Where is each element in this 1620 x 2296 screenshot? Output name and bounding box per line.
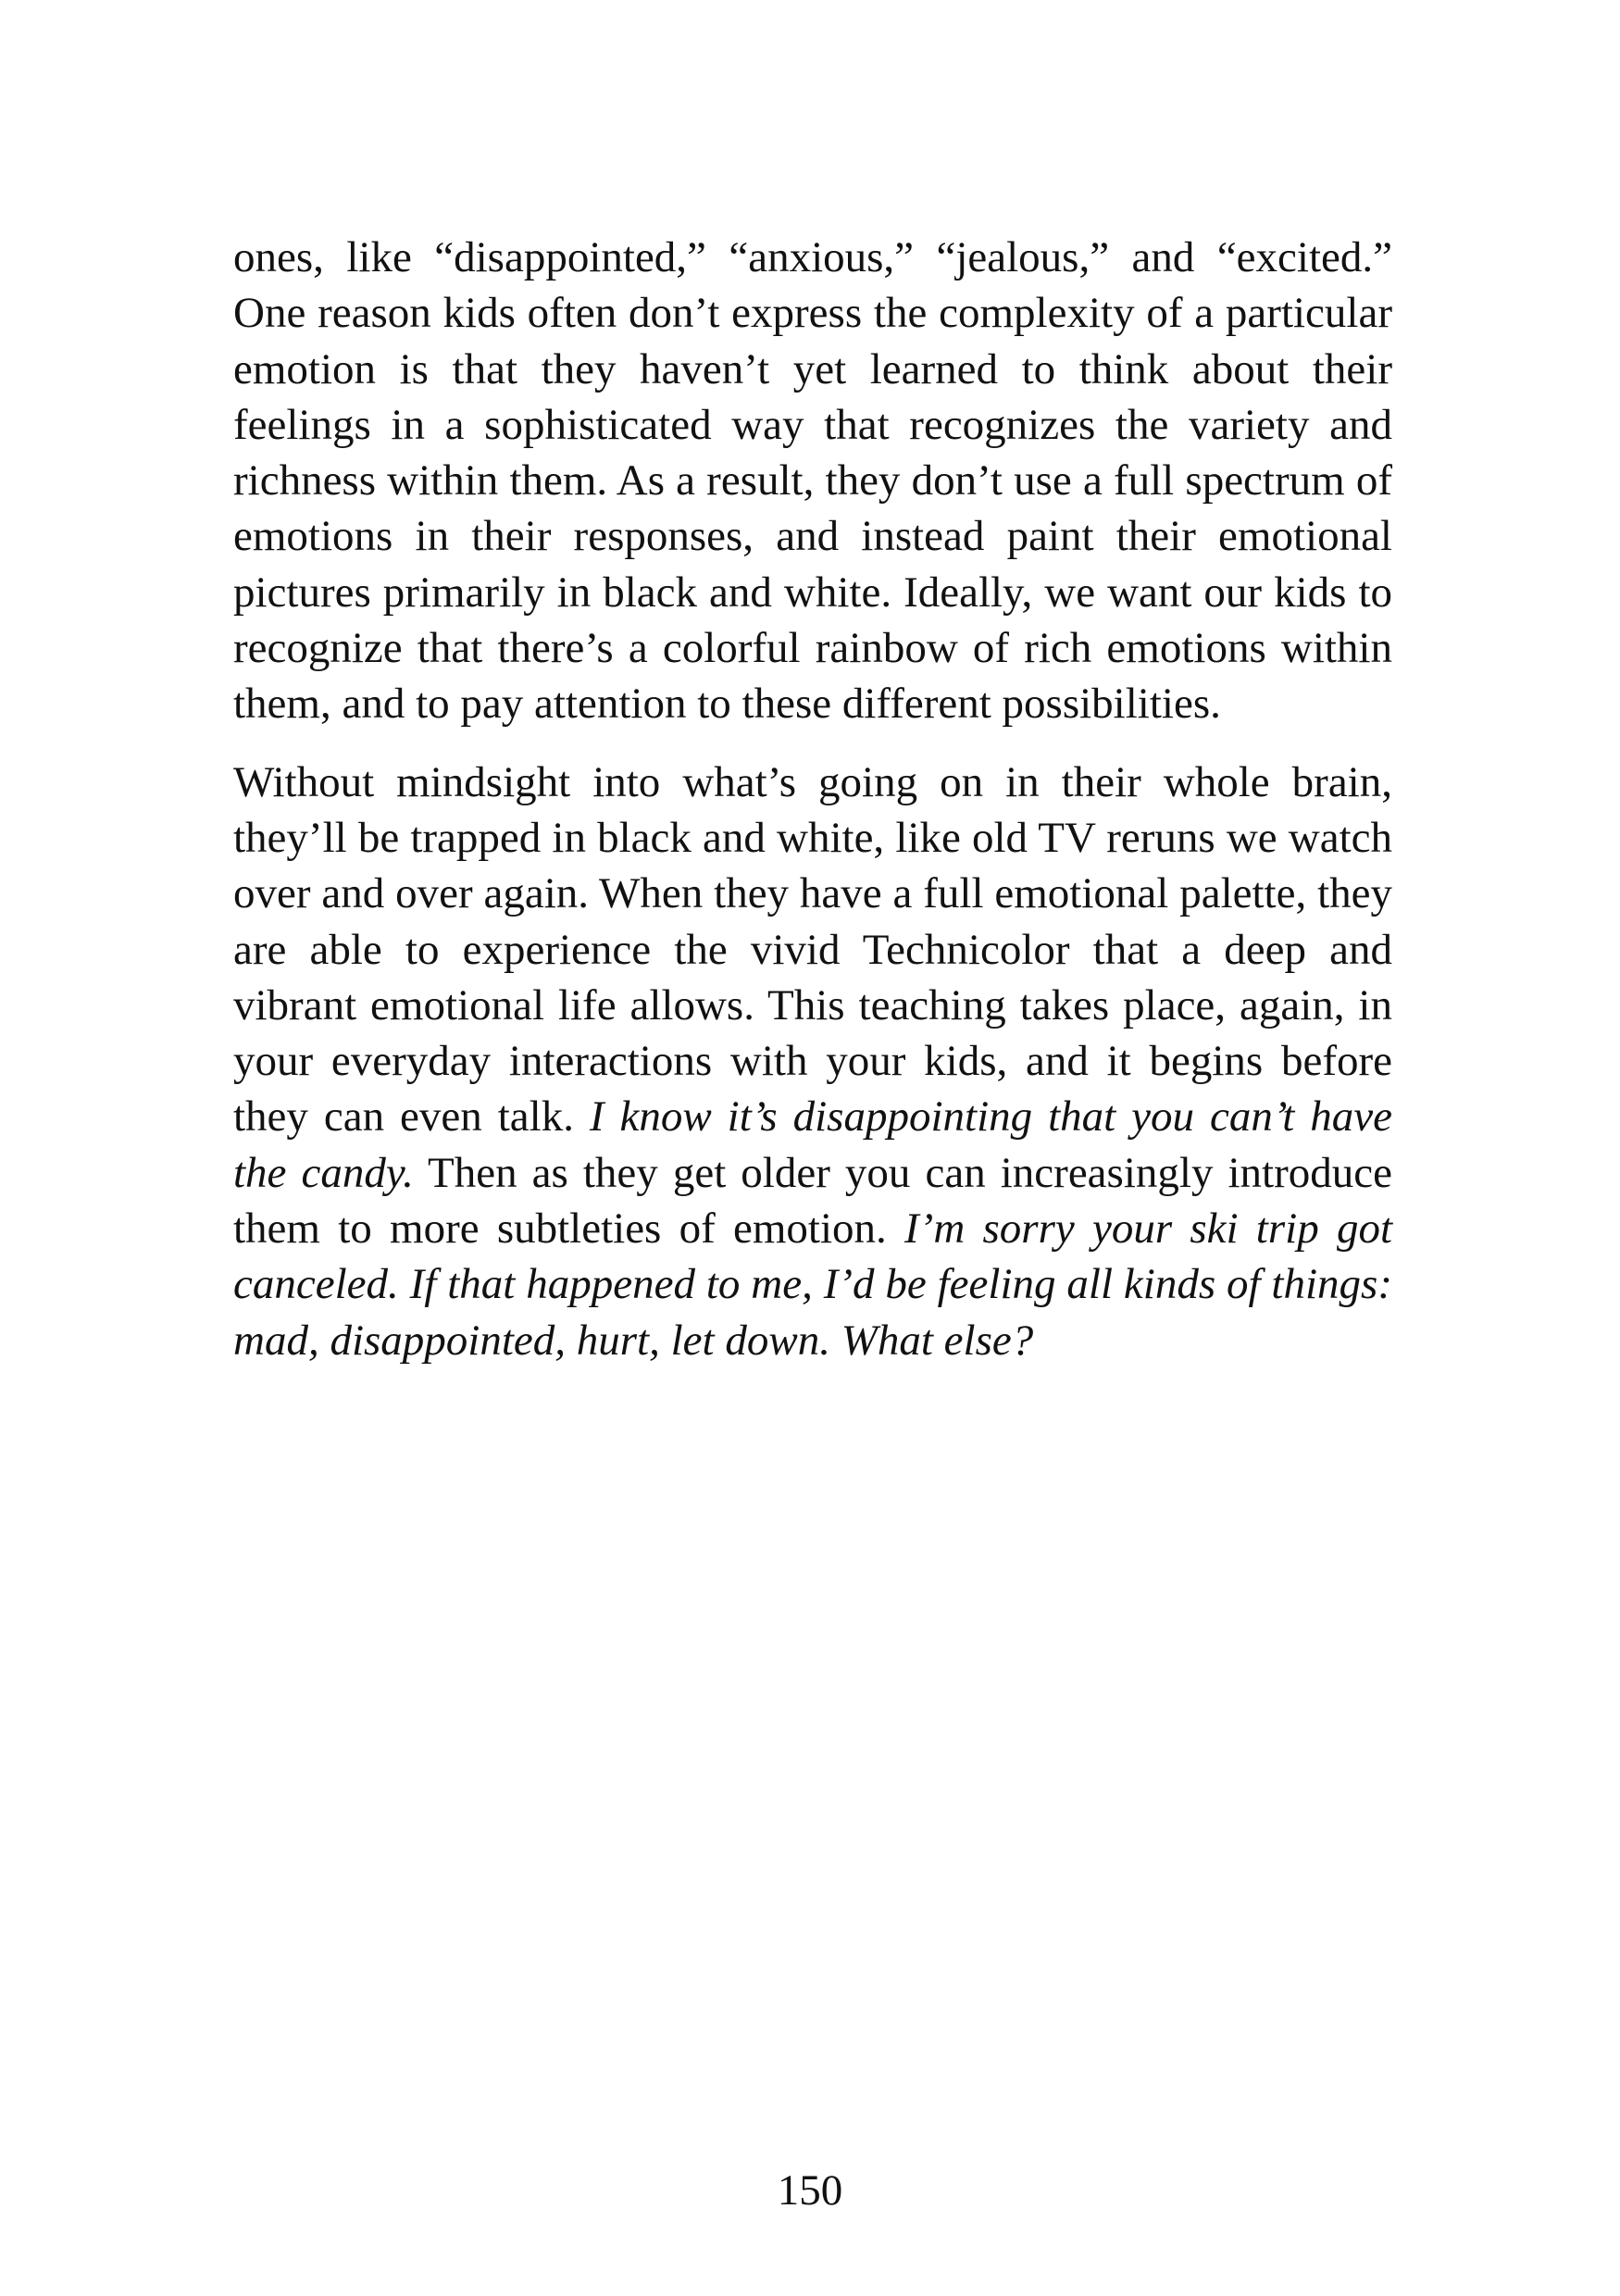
paragraph-1: [233, 230, 1392, 732]
paragraph-1-text: ones, like “disappointed,” “anxious,” “jealous,” and “excited.” One reason kids often don’t express the complexity of a particular emotion is that they haven’t yet learned to think about their feelings in a sophisticated way that recognizes the variety and richness within them. As a result, they don’t use a full spectrum of emotions in their responses, and instead paint their emotional pictures primarily in black and white. Ideally, we want our kids to recognize that there’s a colorful rainbow of rich emotions within them, and to pay attention to these different possibilities.: [233, 233, 1392, 729]
page-number: 150: [777, 2166, 843, 2215]
paragraph-2-text-1: Without mindsight into what’s going on in their whole brain, they’ll be trapped in black and white, like old TV reruns we watch over and over again. When they have a full emotional palette, they are able to experience the vivid Technicolor that a deep and vibrant emotional life allows. This teaching takes place, again, in your everyday interactions with your kids, and it begins before they can even talk.: [233, 757, 1392, 1142]
paragraph-2-text-2: Then as they get older you can increasingly introduce them to more subtleties of emotion.: [233, 1148, 1392, 1254]
paragraph-2: [233, 755, 1392, 1368]
paragraph-2-italic-2: I’m sorry your ski trip got canceled. If that happened to me, I’d be feeling all kinds of things: mad, disappointed, hurt, let down. What else?: [233, 1204, 1393, 1365]
page-body: [233, 230, 1392, 1368]
paragraph-2-italic-1: I know it’s disappointing that you can’t have the candy.: [233, 1092, 1392, 1197]
